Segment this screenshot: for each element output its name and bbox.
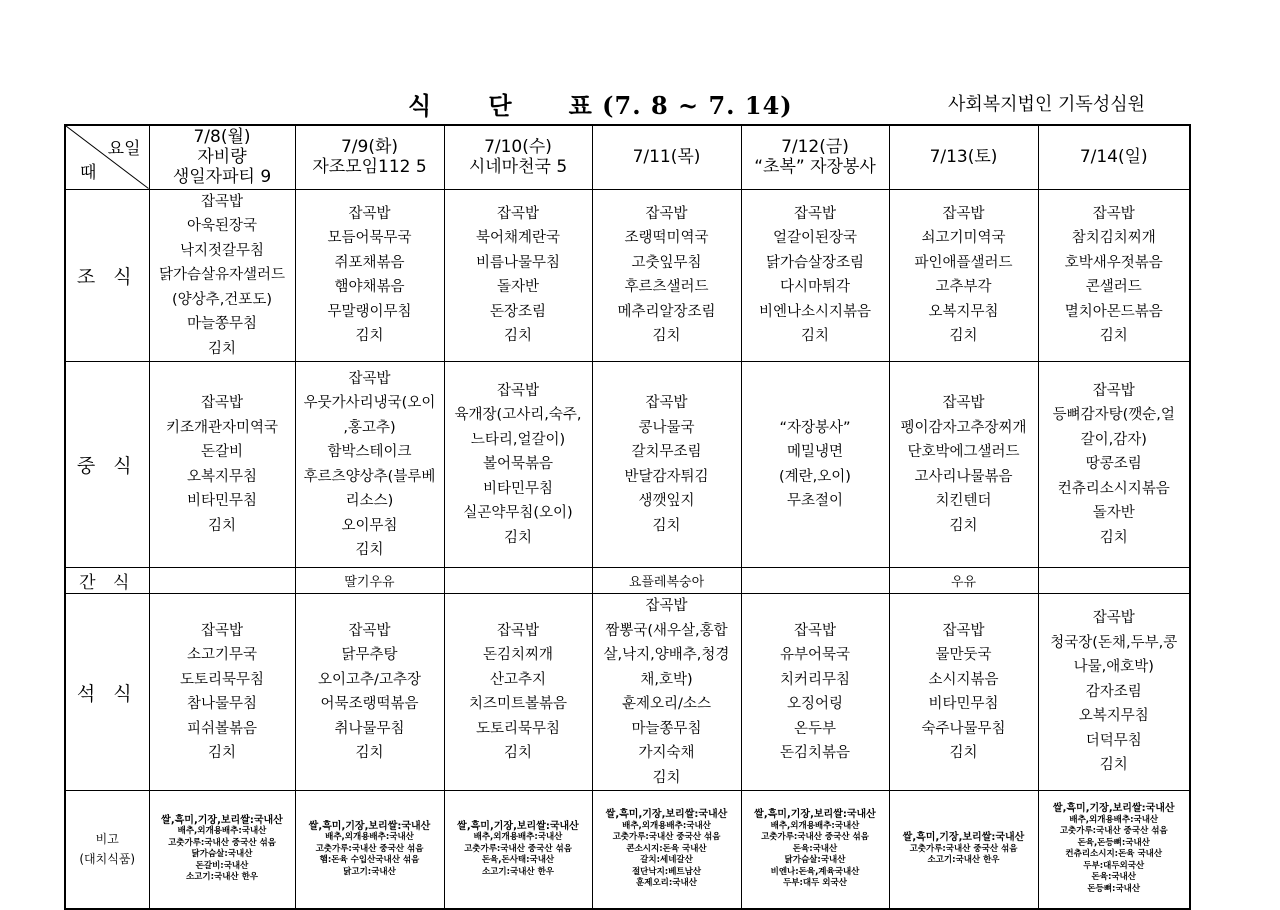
breakfast-label: 조 식 [65, 189, 149, 362]
dinner-menu-cell-line: 김치 [355, 745, 384, 761]
breakfast-menu-cell-line: 잡곡밥 [645, 205, 688, 222]
snack-cell: 우유 [889, 568, 1038, 594]
day-header-cell-line: 자조모임112 5 [312, 157, 427, 178]
dinner-menu-cell-line: 물만둣국 [935, 647, 992, 663]
breakfast-menu-cell-line: 김치 [355, 328, 384, 345]
origin-notes-cell-line: 소고기:국내산 한우 [927, 855, 1000, 865]
breakfast-menu-cell-line: 고추부각 [935, 279, 992, 296]
origin-notes-cell-line: 갈치:세네갈산 [640, 855, 693, 865]
lunch-menu-cell-line: 리소스) [345, 493, 394, 509]
breakfast-menu-cell-line: 마늘쫑무침 [186, 316, 258, 332]
breakfast-menu-cell-line: 김치 [207, 340, 236, 357]
lunch-menu-cell-line: 오이무침 [341, 517, 398, 534]
breakfast-menu-cell-line: 낙지젓갈무침 [179, 242, 265, 259]
breakfast-menu-cell-line: 돈장조림 [489, 303, 547, 320]
breakfast-menu-cell-line: 후르츠샐러드 [624, 279, 709, 296]
lunch-menu-cell-line: 김치 [355, 542, 384, 558]
day-header-cell-line: 7/13(토) [929, 147, 998, 168]
origin-notes-cell-line: 절단낙지:베트남산 [631, 866, 702, 877]
origin-notes-cell-line: 고춧가루:국내산 중국산 섞음 [464, 843, 572, 854]
dinner-menu-cell-line: 유부어묵국 [779, 647, 851, 663]
origin-notes-cell-line: 돈육:국내산 [792, 843, 838, 854]
lunch-menu-cell [592, 362, 741, 568]
organization-name: 사회복지법인 기독성심원 [948, 94, 1145, 115]
breakfast-menu-cell-line: (양상추,건포도) [172, 291, 272, 308]
dinner-menu-cell-line: 잡곡밥 [496, 622, 540, 639]
origin-notes-cell-line: 닭가슴살:국내산 [191, 849, 253, 860]
lunch-menu-cell-line: 등뼈감자탕(깻순,얼 [1052, 407, 1175, 424]
day-header-cell-line: 7/14(일) [1079, 147, 1148, 168]
dinner-menu-cell-line: 김치 [207, 745, 236, 761]
day-header-cell-line: 7/8(월) [193, 127, 251, 148]
day-header-cell [295, 125, 444, 189]
dinner-menu-cell-line: 산고추지 [489, 671, 547, 688]
dinner-menu-cell [295, 594, 444, 791]
notes-label-line: (대치식품) [79, 852, 136, 867]
lunch-menu-cell-line: (계란,오이) [779, 468, 851, 485]
breakfast-menu-cell-line: 잡곡밥 [348, 205, 391, 222]
breakfast-menu-cell-line: 북어채계란국 [475, 230, 561, 247]
lunch-menu-cell-line: 컨츄리소시지볶음 [1057, 480, 1170, 497]
origin-notes-cell-line: 소고기:국내산 한우 [185, 872, 259, 883]
breakfast-menu-cell-line: 파인애플샐러드 [914, 254, 1013, 271]
origin-notes-cell-line: 콘소시지:돈육 국내산 [626, 843, 707, 854]
lunch-menu-cell-line: 치킨텐더 [935, 493, 992, 509]
origin-notes-cell-line: 돈등뼈:국내산 [1087, 883, 1141, 894]
origin-notes-cell-line: 닭가슴살:국내산 [784, 855, 846, 865]
lunch-menu-cell-line: 잡곡밥 [200, 395, 244, 411]
dinner-menu-cell-line: 소고기무국 [186, 647, 258, 663]
origin-notes-cell-line: 쌀,흑미,기장,보리쌀:국내산 [1052, 803, 1175, 815]
dinner-menu-cell-line: 잡곡밥 [942, 622, 985, 639]
dinner-menu-cell-line: 잡곡밥 [645, 598, 688, 614]
breakfast-menu-cell-line: 잡곡밥 [793, 205, 837, 222]
dinner-menu-cell-line: 숙주나물무침 [921, 720, 1006, 737]
day-header-cell [1038, 125, 1190, 189]
day-header-cell [149, 125, 295, 189]
origin-notes-cell-line: 돈갈비:국내산 [195, 860, 249, 871]
dinner-menu-cell-line: 온두부 [793, 720, 837, 737]
origin-notes-cell-line: 쌀,흑미,기장,보리쌀:국내산 [754, 809, 876, 820]
day-header-cell-line: 7/9(화) [340, 137, 399, 158]
day-header-cell [592, 125, 741, 189]
breakfast-menu-cell-line: 잡곡밥 [1092, 205, 1135, 222]
breakfast-menu-cell-line: 메추리알장조림 [617, 303, 716, 320]
origin-notes-cell-line: 훈제오리:국내산 [636, 878, 697, 888]
lunch-menu-cell-line: 반달감자튀김 [624, 468, 709, 485]
lunch-menu-cell-line: 김치 [207, 517, 236, 534]
breakfast-menu-cell-line: 김치 [949, 328, 978, 345]
dinner-menu-cell-line: 잡곡밥 [793, 622, 837, 639]
snack-cell: 딸기우유 [295, 568, 444, 594]
weekly-menu-table [64, 124, 1191, 910]
dinner-menu-cell [741, 594, 889, 791]
dinner-menu-cell-line: 도토리묵무침 [475, 720, 561, 737]
lunch-menu-cell [1038, 362, 1190, 568]
day-header-cell-line: 7/10(수) [484, 137, 552, 158]
breakfast-menu-cell-line: 비름나물무침 [475, 254, 561, 271]
origin-notes-cell-line: 고춧가루:국내산 중국산 섞음 [1059, 826, 1168, 837]
snack-cell [149, 568, 295, 594]
breakfast-menu-cell-line: 닭가슴살유자샐러드 [158, 267, 286, 283]
dinner-menu-cell-line: 김치 [949, 745, 978, 761]
snack-cell [741, 568, 889, 594]
lunch-menu-cell [149, 362, 295, 568]
dinner-menu-cell-line: 오징어링 [786, 696, 844, 712]
breakfast-menu-cell-line: 김치 [800, 328, 829, 345]
origin-notes-cell-line: 고춧가루:국내산 중국산 섞음 [909, 843, 1018, 854]
lunch-menu-cell-line: 잡곡밥 [348, 370, 391, 387]
breakfast-menu-cell-line: 모듬어묵무국 [327, 230, 412, 247]
day-header-cell-line: 시네마천국 5 [468, 157, 568, 178]
origin-notes-cell-line: 배추,외개용배추:국내산 [473, 832, 563, 842]
day-header-cell-line: 자비량 [197, 147, 247, 168]
breakfast-menu-cell-line: 김치 [1099, 328, 1128, 345]
lunch-menu-cell-line: 오복지무침 [186, 468, 258, 485]
breakfast-menu-cell [149, 189, 295, 362]
breakfast-menu-cell-line: 잡곡밥 [496, 205, 540, 222]
origin-notes-cell-line: 돈육,돈등뼈:국내산 [1077, 837, 1150, 848]
breakfast-menu-cell-line: 오복지무침 [928, 303, 999, 320]
origin-notes-cell-line: 돈육:국내산 [1091, 872, 1136, 883]
breakfast-menu-cell-line: 멸치아몬드볶음 [1064, 303, 1163, 320]
lunch-menu-cell-line: 콩나물국 [638, 419, 695, 436]
origin-notes-cell [444, 791, 592, 909]
lunch-menu-cell [444, 362, 592, 568]
dinner-menu-cell-line: 도토리묵무침 [179, 671, 265, 688]
dinner-menu-cell-line: 오복지무침 [1078, 708, 1149, 725]
lunch-menu-cell-line: 잡곡밥 [645, 395, 688, 411]
lunch-menu-cell-line: 돌자반 [1092, 505, 1135, 522]
dinner-menu-cell [1038, 594, 1190, 791]
origin-notes-cell-line: 닭고기:국내산 [343, 866, 396, 877]
origin-notes-cell-line: 햄:돈육 수입산국내산 섞음 [319, 855, 420, 865]
dinner-menu-cell-line: 치커리무침 [779, 671, 851, 688]
breakfast-menu-cell [889, 189, 1038, 362]
lunch-menu-cell-line: 잡곡밥 [942, 395, 985, 411]
origin-notes-cell [149, 791, 295, 909]
origin-notes-cell [295, 791, 444, 909]
dinner-menu-cell-line: 채,호박) [640, 671, 693, 688]
dinner-menu-cell-line: 돈김치찌개 [482, 647, 554, 663]
lunch-menu-cell-line: 갈치무조림 [631, 444, 702, 460]
dinner-menu-cell-line: 피쉬볼볶음 [186, 720, 258, 737]
origin-notes-cell-line: 배추,외개용배추:국내산 [622, 820, 711, 831]
lunch-menu-cell-line: 후르츠양상추(블루베 [303, 468, 436, 485]
dinner-menu-cell-line: 김치 [1099, 757, 1128, 774]
lunch-menu-cell-line: 생깻잎지 [638, 493, 695, 509]
day-header-cell [889, 125, 1038, 189]
origin-notes-cell [592, 791, 741, 909]
dinner-menu-cell-line: 김치 [503, 745, 532, 761]
origin-notes-cell-line: 배추,외개용배추:국내산 [325, 832, 414, 842]
dinner-menu-cell-line: 치즈미트볼볶음 [468, 696, 568, 712]
lunch-menu-cell-line: 김치 [652, 517, 681, 534]
dinner-menu-cell-line: 잡곡밥 [348, 622, 391, 639]
dinner-menu-cell-line: 마늘쫑무침 [631, 720, 702, 737]
dinner-menu-cell-line: 오이고추/고추장 [318, 671, 421, 688]
dinner-menu-cell-line: 참나물무침 [186, 696, 258, 712]
lunch-label: 중 식 [65, 362, 149, 568]
breakfast-menu-cell [741, 189, 889, 362]
lunch-menu-cell-line: 땅콩조림 [1085, 456, 1142, 473]
breakfast-menu-cell-line: 고춧잎무침 [631, 254, 702, 271]
notes-label [65, 791, 149, 909]
lunch-menu-cell-line: 우뭇가사리냉국(오이 [303, 395, 436, 411]
origin-notes-cell-line: 쌀,흑미,기장,보리쌀:국내산 [605, 809, 728, 820]
snack-cell [444, 568, 592, 594]
breakfast-menu-cell-line: 닭가슴살장조림 [765, 254, 865, 271]
dinner-menu-cell-line: 나물,애호박) [1073, 659, 1154, 676]
origin-notes-cell-line: 두부:대두 외국산 [783, 878, 847, 888]
origin-notes-cell-line: 돈육,돈사태:국내산 [481, 855, 555, 865]
origin-notes-cell [1038, 791, 1190, 909]
origin-notes-cell-line: 비엔나:돈육,계육국내산 [770, 866, 860, 877]
lunch-menu-cell [741, 362, 889, 568]
lunch-menu-cell-line: 펭이감자고추장찌개 [900, 419, 1027, 436]
breakfast-menu-cell-line: 다시마튀각 [779, 279, 851, 296]
origin-notes-cell-line: 배추,외개용배추:국내산 [1069, 814, 1159, 825]
breakfast-menu-cell-line: 돌자반 [496, 279, 540, 296]
dinner-menu-cell-line: 취나물무침 [334, 720, 405, 737]
lunch-menu-cell-line: 돈갈비 [200, 444, 244, 460]
dinner-menu-cell [149, 594, 295, 791]
origin-notes-cell-line: 쌀,흑미,기장,보리쌀:국내산 [457, 820, 579, 832]
lunch-menu-cell-line: 함박스테이크 [327, 444, 412, 460]
lunch-menu-cell-line: 잡곡밥 [496, 382, 540, 399]
weekday-label: 요일 [107, 139, 141, 159]
dinner-menu-cell-line: 돈김치볶음 [779, 745, 851, 761]
breakfast-menu-cell-line: 잡곡밥 [942, 205, 985, 222]
lunch-menu-cell [889, 362, 1038, 568]
lunch-menu-cell-line: 비타민무침 [482, 480, 554, 497]
dinner-menu-cell-line: 감자조림 [1085, 683, 1142, 700]
day-header-cell-line: 생일자파티 9 [172, 167, 272, 188]
header-corner-cell [65, 125, 149, 189]
dinner-menu-cell [444, 594, 592, 791]
dinner-menu-cell-line: 비타민무침 [928, 696, 999, 712]
lunch-menu-cell-line: ,홍고추) [343, 419, 396, 436]
breakfast-menu-cell-line: 쇠고기미역국 [921, 230, 1006, 247]
origin-notes-cell-line: 두부:대두외국산 [1083, 860, 1145, 871]
origin-notes-cell [889, 791, 1038, 909]
breakfast-menu-cell-line: 참치김치찌개 [1071, 230, 1156, 247]
mealtime-label: 때 [80, 162, 97, 183]
day-header-cell-line: 7/12(금) [781, 137, 849, 158]
origin-notes-cell-line: 배추,외개용배추:국내산 [770, 820, 860, 831]
lunch-menu-cell-line: 단호박에그샐러드 [907, 444, 1020, 460]
dinner-menu-cell-line: 청국장(돈채,두부,콩 [1050, 634, 1178, 651]
origin-notes-cell-line: 고춧가루:국내산 중국산 섞음 [761, 832, 869, 842]
day-header-cell [444, 125, 592, 189]
origin-notes-cell-line: 컨츄리소시지:돈육 국내산 [1065, 849, 1163, 860]
dinner-menu-cell-line: 어묵조랭떡볶음 [320, 696, 419, 712]
snack-label: 간 식 [65, 568, 149, 594]
lunch-menu-cell-line: 고사리나물볶음 [914, 468, 1013, 485]
lunch-menu-cell-line: 잡곡밥 [1092, 382, 1135, 399]
breakfast-menu-cell-line: 잡곡밥 [200, 193, 244, 210]
breakfast-menu-cell-line: 김치 [503, 328, 532, 345]
dinner-label: 석 식 [65, 594, 149, 791]
dinner-menu-cell-line: 가지숙채 [638, 745, 695, 761]
day-header-cell [741, 125, 889, 189]
breakfast-menu-cell-line: 아욱된장국 [186, 218, 258, 234]
origin-notes-cell-line: 소고기:국내산 한우 [481, 866, 555, 877]
breakfast-menu-cell [1038, 189, 1190, 362]
lunch-menu-cell-line: 실곤약무침(오이) [463, 505, 573, 522]
dinner-menu-cell-line: 잡곡밥 [200, 622, 244, 639]
lunch-menu-cell-line: “자장봉사” [779, 419, 851, 436]
day-header-cell-line: 7/11(목) [632, 147, 701, 168]
lunch-menu-cell-line: 김치 [503, 529, 532, 546]
origin-notes-cell-line: 고춧가루:국내산 중국산 섞음 [168, 837, 276, 848]
breakfast-menu-cell-line: 콘샐러드 [1085, 279, 1142, 296]
dinner-menu-cell-line: 더덕무침 [1085, 732, 1142, 749]
lunch-menu-cell-line: 볼어묵볶음 [482, 456, 554, 473]
snack-cell: 요플레복숭아 [592, 568, 741, 594]
lunch-menu-cell-line: 육개장(고사리,숙주, [454, 407, 582, 424]
breakfast-menu-cell-line: 햄야채볶음 [334, 279, 405, 296]
origin-notes-cell-line: 쌀,흑미,기장,보리쌀:국내산 [161, 814, 283, 826]
breakfast-menu-cell [592, 189, 741, 362]
dinner-menu-cell-line: 잡곡밥 [1092, 610, 1135, 627]
breakfast-menu-cell [295, 189, 444, 362]
dinner-menu-cell-line: 살,낙지,양배추,청경 [603, 647, 730, 663]
dinner-menu-cell-line: 소시지볶음 [928, 671, 999, 688]
lunch-menu-cell-line: 무초절이 [786, 493, 844, 509]
day-header-cell-line: “초복” 자장봉사 [754, 157, 876, 178]
breakfast-menu-cell-line: 쥐포채볶음 [334, 254, 405, 271]
dinner-menu-cell-line: 닭무추탕 [341, 647, 398, 663]
origin-notes-cell-line: 고춧가루:국내산 중국산 섞음 [612, 832, 721, 842]
dinner-menu-cell [592, 594, 741, 791]
lunch-menu-cell-line: 비타민무침 [186, 493, 258, 509]
origin-notes-cell-line: 배추,외개용배추:국내산 [177, 826, 267, 837]
dinner-menu-cell-line: 짬뽕국(새우살,홍합 [605, 622, 728, 639]
snack-cell [1038, 568, 1190, 594]
lunch-menu-cell-line: 김치 [1099, 529, 1128, 546]
breakfast-menu-cell-line: 무말랭이무침 [327, 303, 412, 320]
dinner-menu-cell-line: 김치 [652, 769, 681, 786]
dinner-menu-cell-line: 훈제오리/소스 [622, 696, 711, 712]
lunch-menu-cell-line: 느타리,얼갈이) [470, 431, 566, 448]
lunch-menu-cell-line: 갈이,감자) [1080, 431, 1147, 448]
lunch-menu-cell-line: 김치 [949, 517, 978, 534]
lunch-menu-cell-line: 메밀냉면 [786, 444, 844, 460]
dinner-menu-cell [889, 594, 1038, 791]
origin-notes-cell [741, 791, 889, 909]
breakfast-menu-cell [444, 189, 592, 362]
menu-title: 식 단 표 (7. 8 ~ 7. 14) [408, 91, 793, 120]
breakfast-menu-cell-line: 비엔나소시지볶음 [758, 303, 872, 320]
breakfast-menu-cell-line: 호박새우젓볶음 [1064, 254, 1163, 271]
lunch-menu-cell [295, 362, 444, 568]
breakfast-menu-cell-line: 얼갈이된장국 [772, 230, 858, 247]
origin-notes-cell-line: 쌀,흑미,기장,보리쌀:국내산 [902, 832, 1025, 843]
origin-notes-cell-line: 쌀,흑미,기장,보리쌀:국내산 [308, 820, 431, 832]
origin-notes-cell-line: 고춧가루:국내산 중국산 섞음 [315, 843, 424, 854]
breakfast-menu-cell-line: 김치 [652, 328, 681, 345]
notes-label-line: 비고 [95, 832, 119, 847]
breakfast-menu-cell-line: 조랭떡미역국 [624, 230, 709, 247]
lunch-menu-cell-line: 키조개관자미역국 [165, 419, 279, 436]
